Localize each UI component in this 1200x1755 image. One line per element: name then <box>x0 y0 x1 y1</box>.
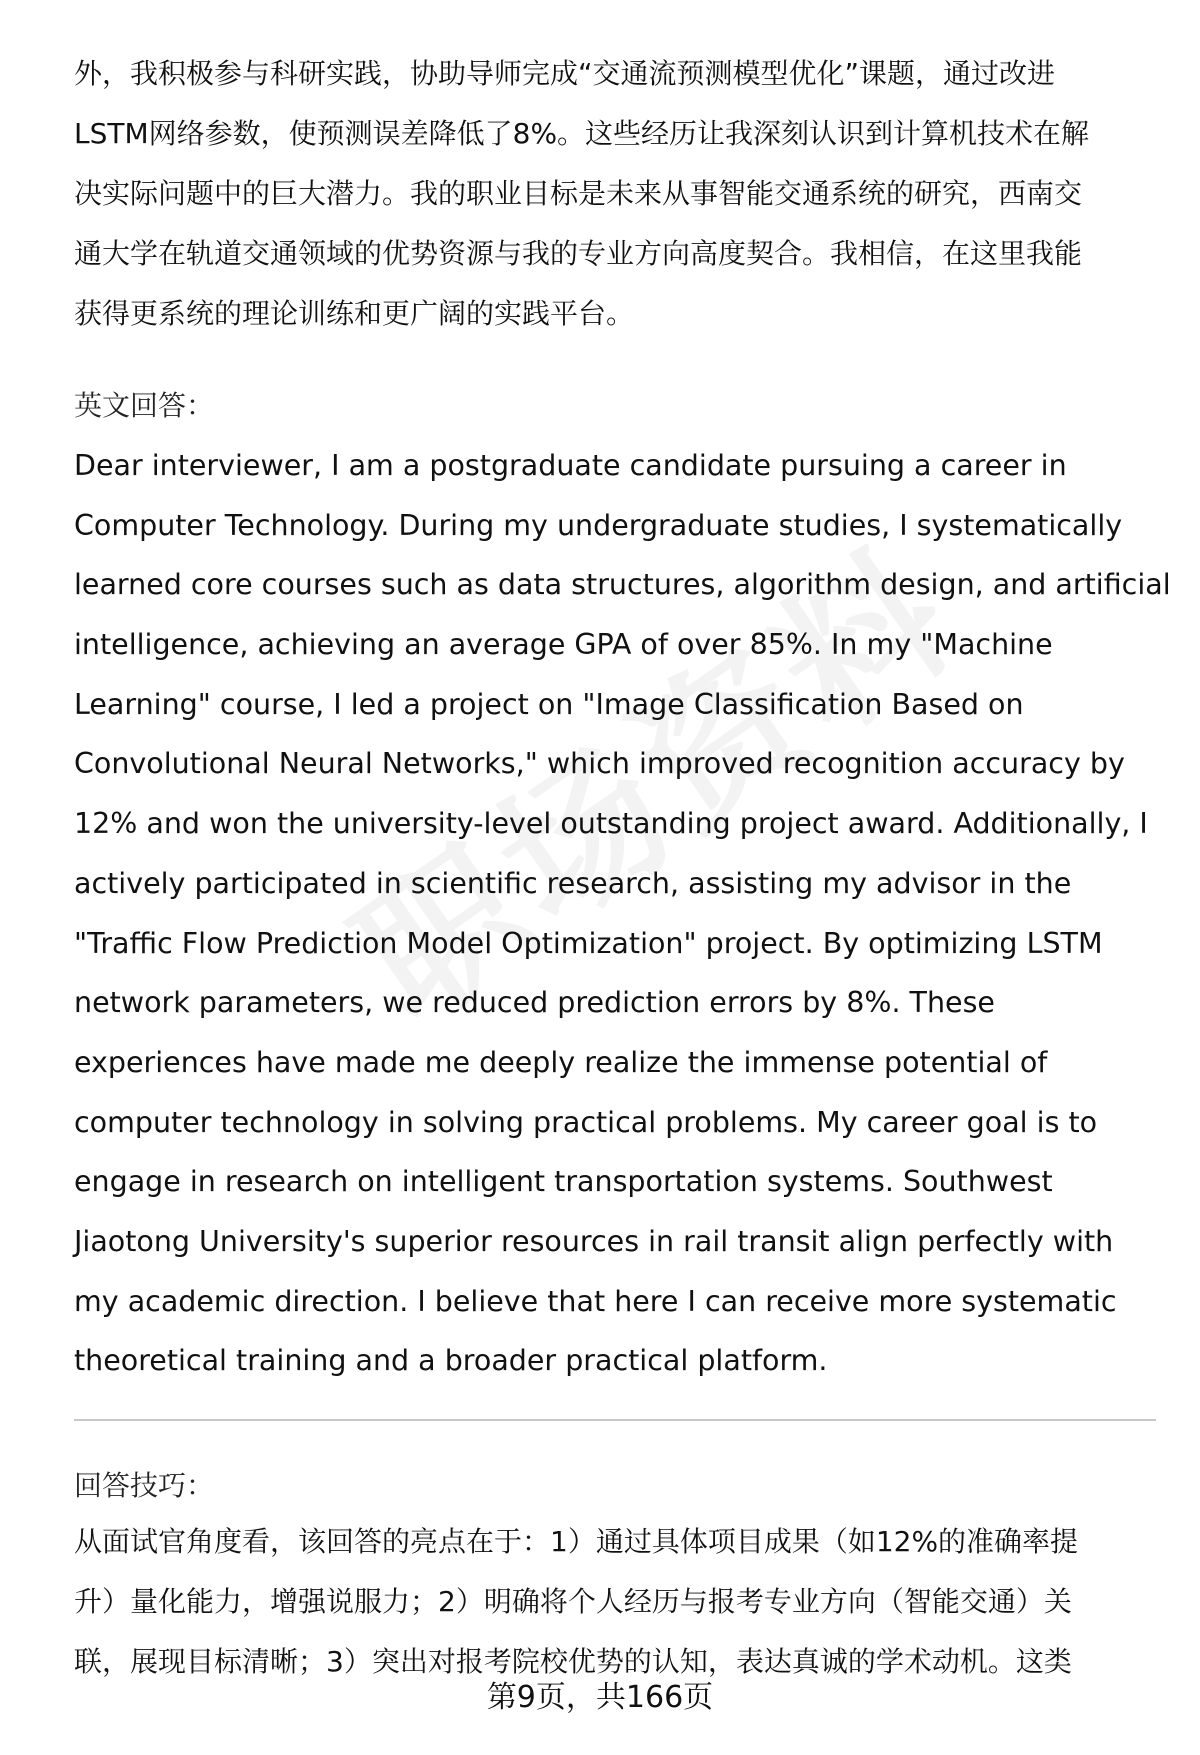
paragraph-line: Jiaotong University's superior resources in rail transit align perfectly with <box>74 1224 1114 1258</box>
paragraph-line: my academic direction. I believe that here I can receive more systematic <box>74 1284 1117 1318</box>
paragraph-line: computer technology in solving practical problems. My career goal is to <box>74 1105 1098 1139</box>
paragraph-line: Dear interviewer, I am a postgraduate candidate pursuing a career in <box>74 449 1067 482</box>
paragraph-line: theoretical training and a broader practical platform. <box>74 1344 828 1378</box>
paragraph-line: experiences have made me deeply realize the immense potential of <box>74 1045 1048 1079</box>
paragraph-line: 12% and won the university-level outstanding project award. Additionally, I <box>74 807 1148 841</box>
section-divider <box>74 1419 1156 1421</box>
paragraph-line: learned core courses such as data structures, algorithm design, and artificial <box>74 568 1171 602</box>
tips-paragraph <box>74 1512 1164 1692</box>
paragraph-line: 外，我积极参与科研实践，协助导师完成“交通流预测模型优化”课题，通过改进 <box>74 57 1056 90</box>
paragraph-line: Learning" course, I led a project on "Image Classification Based on <box>74 687 1024 721</box>
paragraph-line: actively participated in scientific research, assisting my advisor in the <box>74 866 1072 900</box>
page-number: 第9页，共166页 <box>486 1680 714 1715</box>
paragraph-line: 升）量化能力，增强说服力；2）明确将个人经历与报考专业方向（智能交通）关 <box>74 1585 1072 1618</box>
paragraph-line: intelligence, achieving an average GPA of over 85%. In my "Machine <box>74 628 1053 662</box>
paragraph-line: network parameters, we reduced prediction errors by 8%. These <box>74 986 995 1020</box>
paragraph-line: engage in research on intelligent transportation systems. Southwest <box>74 1165 1053 1199</box>
intro-paragraph <box>74 44 1164 344</box>
paragraph-line: "Traffic Flow Prediction Model Optimization" project. By optimizing LSTM <box>74 926 1103 960</box>
paragraph-line: Convolutional Neural Networks," which improved recognition accuracy by <box>74 747 1125 781</box>
english-answer-label: 英文回答： <box>74 389 215 422</box>
paragraph-line: 决实际问题中的巨大潜力。我的职业目标是未来从事智能交通系统的研究，西南交 <box>74 177 1083 210</box>
paragraph-line: 获得更系统的理论训练和更广阔的实践平台。 <box>74 297 635 330</box>
paragraph-line: Computer Technology. During my undergraduate studies, I systematically <box>74 508 1123 542</box>
paragraph-line: 通大学在轨道交通领域的优势资源与我的专业方向高度契合。我相信，在这里我能 <box>74 237 1083 270</box>
paragraph-line: LSTM网络参数，使预测误差降低了8%。这些经历让我深刻认识到计算机技术在解 <box>74 117 1090 150</box>
english-answer-paragraph <box>74 436 1174 1391</box>
paragraph-line: 从面试官角度看，该回答的亮点在于：1）通过具体项目成果（如12%的准确率提 <box>74 1525 1079 1558</box>
paragraph-line: 联，展现目标清晰；3）突出对报考院校优势的认知，表达真诚的学术动机。这类 <box>74 1645 1072 1678</box>
tips-label: 回答技巧： <box>74 1469 215 1502</box>
